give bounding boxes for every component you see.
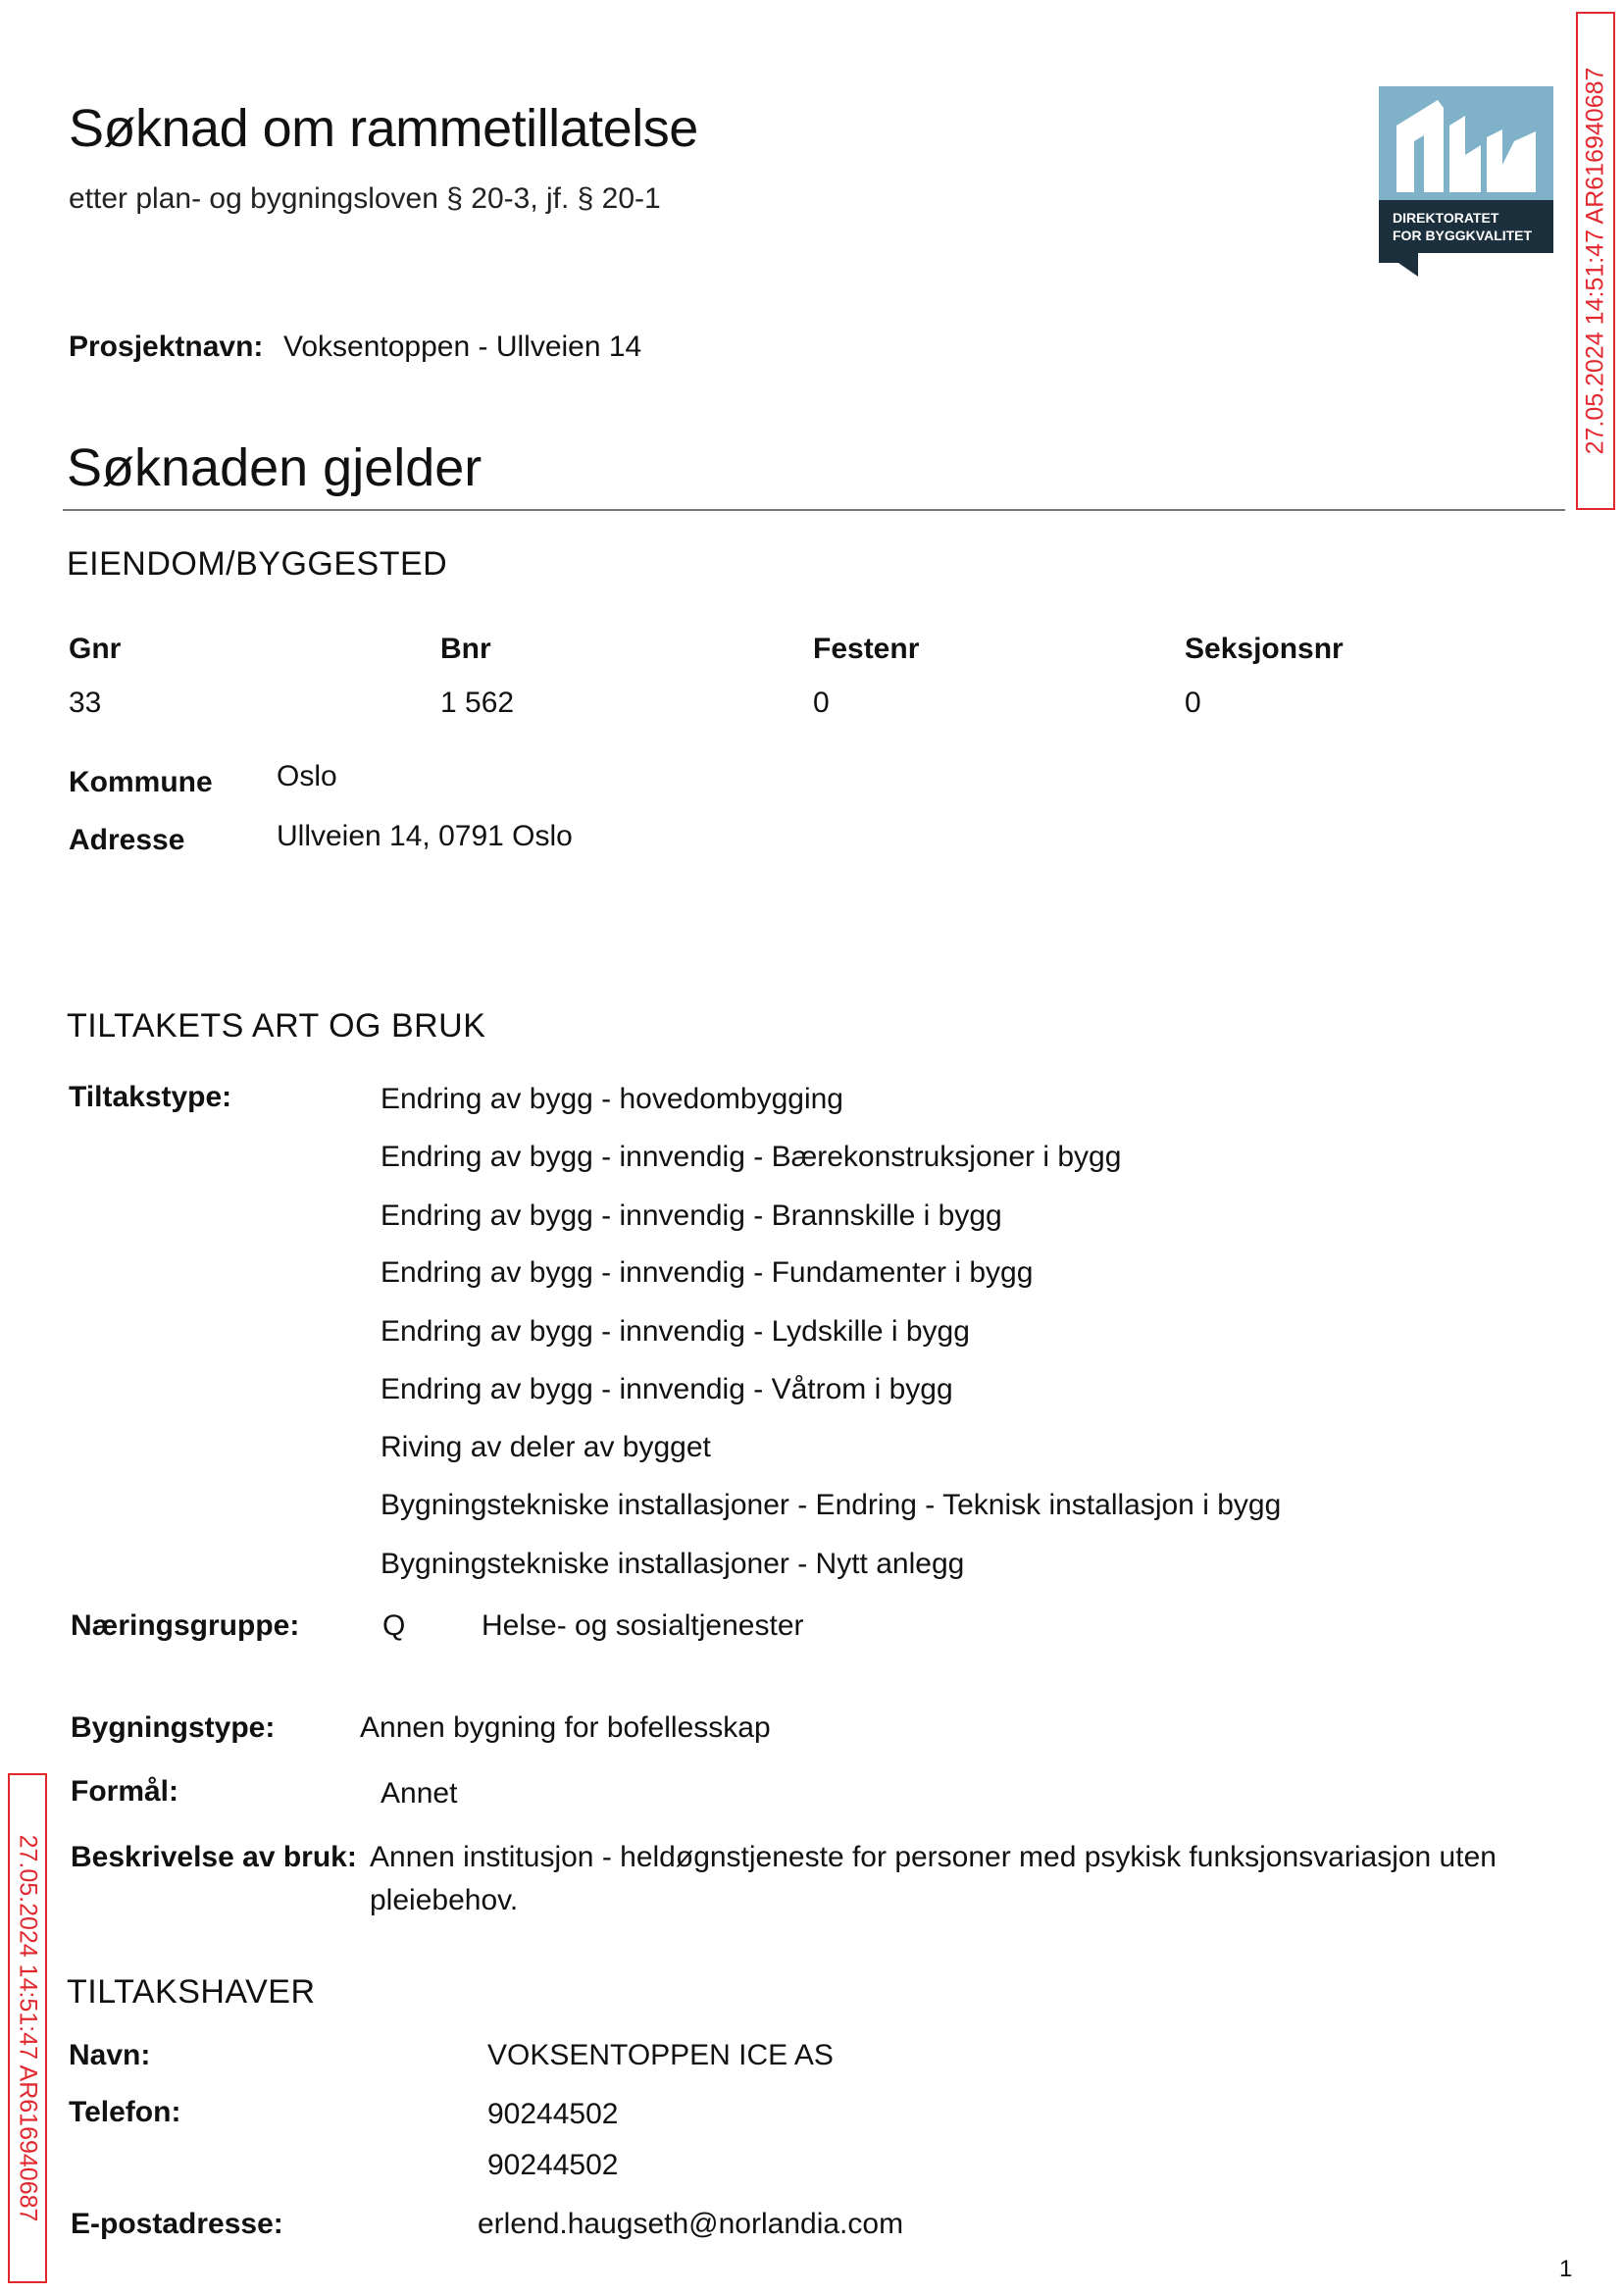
tiltakstype-item: Endring av bygg - innvendig - Våtrom i bygg [381,1373,953,1405]
tiltakstype-item: Endring av bygg - innvendig - Fundamenter i bygg [381,1256,1034,1289]
section-divider [63,509,1565,511]
formal-value: Annet [381,1777,458,1810]
tiltak-heading: TILTAKETS ART OG BRUK [67,1007,486,1045]
tiltakstype-label: Tiltakstype: [69,1081,232,1113]
navn-label: Navn: [69,2039,151,2071]
gnr-value: 33 [69,687,102,719]
section-heading: Søknaden gjelder [67,438,482,497]
telefon-value: 90244502 [487,2149,619,2181]
stamp-top-text: 27.05.2024 14:51:47 AR616940687 [1581,67,1609,455]
tiltakstype-item: Endring av bygg - innvendig - Bærekonstruksjoner i bygg [381,1141,1122,1173]
page-number: 1 [1559,2256,1573,2282]
adresse-value: Ullveien 14, 0791 Oslo [277,820,573,852]
seksjonsnr-label: Seksjonsnr [1185,633,1344,665]
dibk-logo [1379,86,1553,277]
document-subtitle: etter plan- og bygningsloven § 20-3, jf. § 20-1 [69,182,661,215]
formal-label: Formål: [71,1775,179,1808]
seksjonsnr-value: 0 [1185,687,1201,719]
tiltakstype-item: Endring av bygg - innvendig - Lydskille i bygg [381,1315,970,1348]
stamp-bottom-text: 27.05.2024 14:51:47 AR616940687 [14,1834,42,2222]
logo-line2: FOR BYGGKVALITET [1393,228,1533,243]
epost-value: erlend.haugseth@norlandia.com [478,2208,904,2240]
kommune-label: Kommune [69,766,213,798]
dibk-logo-icon [1379,86,1553,277]
naeringsgruppe-code: Q [382,1609,406,1642]
gnr-label: Gnr [69,633,122,665]
tiltakstype-item: Endring av bygg - innvendig - Brannskille i bygg [381,1199,1002,1232]
tiltakstype-item: Endring av bygg - hovedombygging [381,1083,843,1115]
tiltakshaver-heading: TILTAKSHAVER [67,1973,316,2011]
festenr-label: Festenr [813,633,920,665]
beskrivelse-line2: pleiebehov. [370,1884,519,1916]
beskrivelse-label: Beskrivelse av bruk: [71,1841,357,1873]
beskrivelse-line1: Annen institusjon - heldøgnstjeneste for personer med psykisk funksjonsvariasjon uten [370,1841,1497,1873]
naeringsgruppe-label: Næringsgruppe: [71,1609,300,1642]
document-title: Søknad om rammetillatelse [69,99,698,158]
epost-label: E-postadresse: [71,2208,283,2240]
bygningstype-label: Bygningstype: [71,1711,276,1744]
festenr-value: 0 [813,687,830,719]
tiltakstype-item: Riving av deler av bygget [381,1431,711,1463]
tiltakstype-item: Bygningstekniske installasjoner - Nytt anlegg [381,1548,965,1580]
naeringsgruppe-value: Helse- og sosialtjenester [482,1609,804,1642]
bnr-label: Bnr [440,633,491,665]
project-name-value: Voksentoppen - Ullveien 14 [283,331,642,363]
telefon-value: 90244502 [487,2098,619,2130]
tiltakstype-item: Bygningstekniske installasjoner - Endring - Teknisk installasjon i bygg [381,1489,1282,1521]
logo-line1: DIREKTORATET [1393,210,1499,226]
adresse-label: Adresse [69,824,185,856]
navn-value: VOKSENTOPPEN ICE AS [487,2039,834,2071]
bnr-value: 1 562 [440,687,515,719]
kommune-value: Oslo [277,760,337,792]
telefon-label: Telefon: [69,2096,181,2128]
property-heading: EIENDOM/BYGGESTED [67,545,448,583]
project-name-label: Prosjektnavn: [69,331,264,363]
bygningstype-value: Annen bygning for bofellesskap [360,1711,771,1744]
